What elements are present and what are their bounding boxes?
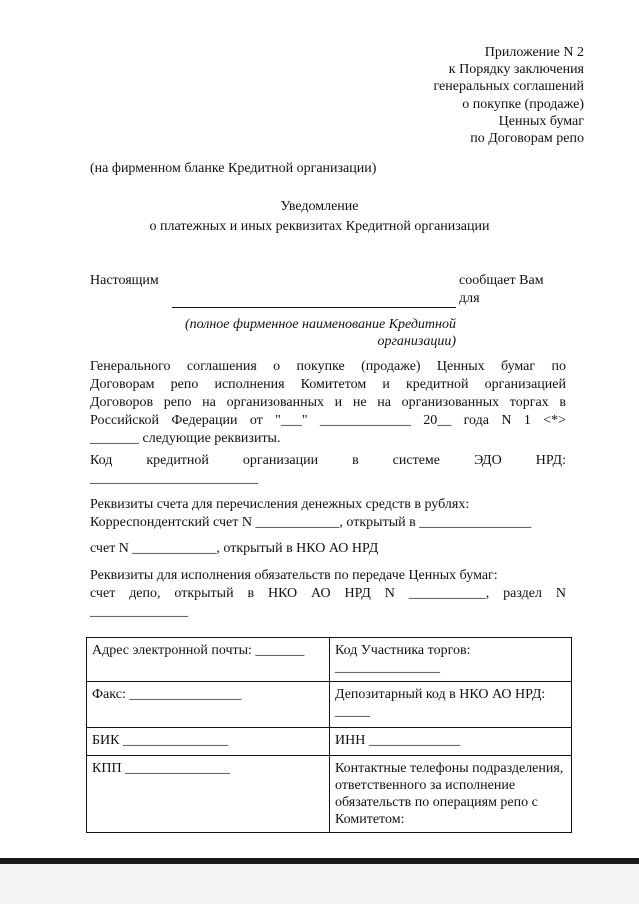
edo-word: в — [352, 453, 359, 468]
edo-word: организации — [242, 453, 319, 468]
requisites-table — [86, 637, 572, 833]
caption-line-1: (полное фирменное наименование Кредитной — [184, 317, 456, 332]
kpp-cell: КПП _______________ — [87, 756, 330, 833]
depo-word: N — [384, 586, 395, 601]
table-row — [87, 756, 572, 833]
depo-word: N — [555, 586, 566, 601]
appendix-line: к Порядку заключения — [448, 62, 584, 78]
depository-code-cell: Депозитарный код в НКО АО НРД: _____ — [330, 682, 572, 728]
nrd-account-line: счет N ____________, открытый в НКО АО НРД — [90, 541, 379, 556]
agreement-line: Генерального соглашения о покупке (продаже) Ценных бумаг по — [90, 359, 566, 374]
depo-section-blank: ______________ — [90, 604, 188, 619]
table-row — [87, 682, 572, 728]
edo-code-line — [90, 452, 566, 470]
edo-code-block — [90, 452, 566, 488]
appendix-line: генеральных соглашений — [433, 79, 584, 95]
securities-heading: Реквизиты для исполнения обязательств по передаче Ценных бумаг: — [90, 568, 498, 583]
intro-right-line-1: сообщает Вам — [459, 273, 544, 288]
trader-code-cell: Код Участника торгов: _______________ — [330, 638, 572, 682]
depo-word: раздел — [503, 586, 542, 601]
cash-account-block — [90, 496, 566, 532]
depo-word: НКО — [267, 586, 298, 601]
agreement-line: _______ следующие реквизиты. — [90, 431, 281, 446]
org-name-blank-line — [172, 307, 456, 308]
document-title — [0, 197, 639, 237]
agreement-line: Договорам репо исполнения Комитетом и кредитной организацией — [90, 377, 566, 392]
agreement-paragraph — [90, 358, 566, 448]
agreement-line: Российской Федерации от "___" _____________ 20__ года N 1 <*> — [90, 413, 566, 428]
cash-account-heading: Реквизиты счета для перечисления денежных средств в рублях: — [90, 497, 470, 512]
appendix-line: Ценных бумаг — [498, 113, 584, 129]
intro-right-line-2: для — [459, 291, 480, 306]
title-line-2: о платежных и иных реквизитах Кредитной организации — [149, 219, 490, 234]
edo-code-blank: ________________________ — [90, 471, 258, 486]
table-row — [87, 638, 572, 682]
securities-block — [90, 567, 566, 621]
edo-word: ЭДО — [473, 453, 502, 468]
edo-word: кредитной — [146, 453, 209, 468]
edo-word: Код — [90, 453, 113, 468]
letterhead-note: (на фирменном бланке Кредитной организации) — [90, 161, 377, 176]
appendix-line: по Договорам репо — [470, 131, 584, 147]
corr-account-line: Корреспондентский счет N ____________, открытый в ________________ — [90, 515, 532, 530]
title-line-1: Уведомление — [280, 199, 359, 214]
depo-word: АО — [311, 586, 331, 601]
depo-word: НРД — [344, 586, 371, 601]
depo-word: открытый — [174, 586, 234, 601]
appendix-line: о покупке (продаже) — [462, 96, 584, 112]
edo-word: НРД: — [535, 453, 566, 468]
depo-word: в — [247, 586, 255, 601]
depo-word: счет — [90, 586, 116, 601]
bik-cell: БИК _______________ — [87, 728, 330, 756]
scan-bottom-margin — [0, 864, 639, 904]
agreement-line: Договоров репо на организованных и не на организованных торгах в — [90, 395, 566, 410]
depo-word: депо, — [129, 586, 161, 601]
appendix-header — [434, 44, 585, 147]
depo-word: ___________, — [408, 586, 490, 601]
appendix-line: Приложение N 2 — [484, 45, 584, 60]
intro-left: Настоящим — [90, 273, 159, 288]
intro-right — [459, 272, 544, 308]
edo-word: системе — [392, 453, 440, 468]
email-cell: Адрес электронной почты: _______ — [87, 638, 330, 682]
caption-line-2: организации) — [377, 334, 456, 349]
fax-cell: Факс: ________________ — [87, 682, 330, 728]
table-row — [87, 728, 572, 756]
depo-account-line — [90, 585, 566, 603]
contact-phones-cell: Контактные телефоны подразделения, ответственного за исполнение обязательств по операциям репо с Комитетом: — [330, 756, 572, 833]
inn-cell: ИНН _____________ — [330, 728, 572, 756]
org-name-caption — [150, 316, 456, 350]
